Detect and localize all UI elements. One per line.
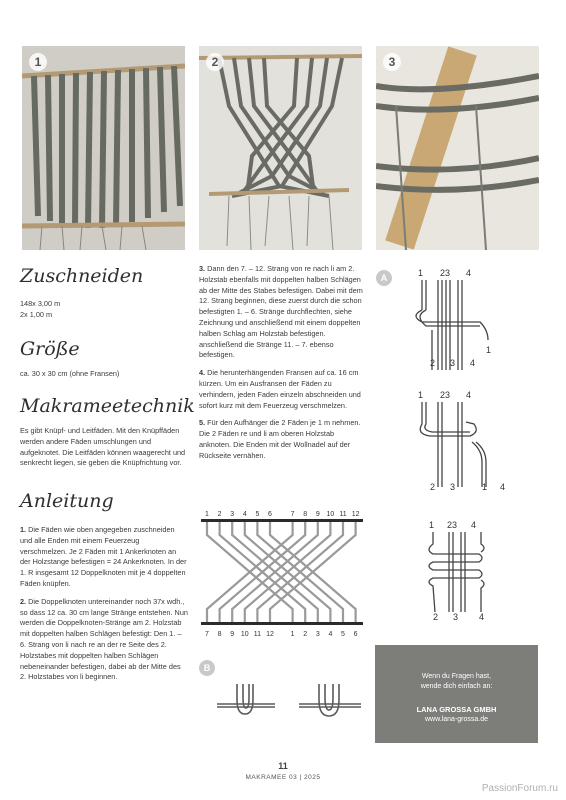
diagram-bottom-number: 3 [315,631,320,638]
step-4-text: Die herunterhängenden Fransen auf ca. 16 cm kürzen. Um ein Ausfransen der Fäden zu verhindern, jeden Faden einzeln abschneiden und sofort kurz mit dem Feuerzeug verschmelzen. [199,368,361,410]
diagram-top-number: 6 [268,511,272,518]
contact-url[interactable]: www.lana-grossa.de [424,716,489,723]
anleitung-text [20,525,188,690]
step-2-number: 2. [20,596,27,606]
k1-top-4: 4 [466,268,472,278]
k1-bottom-4: 4 [470,358,476,368]
contact-company: LANA GROSSA GMBH [416,705,497,714]
photo-1 [22,46,185,250]
diagram-bottom-number: 2 [303,631,308,638]
k3-top-23: 23 [447,520,458,530]
k1-top-23: 23 [440,268,451,278]
heading-groesse: Größe [20,338,80,360]
knot-diagram-1 [400,268,510,378]
k1-bottom-3: 3 [450,358,456,368]
photo-number: 2 [206,53,224,71]
k1-bottom-2: 2 [430,358,436,368]
diagram-top-number: 3 [230,511,235,518]
heading-zuschneiden: Zuschneiden [20,265,144,287]
step-5-number: 5. [199,418,206,428]
k2-top-23: 23 [440,390,451,400]
contact-box [375,645,538,743]
step-4 [199,368,363,411]
diagram-cord [220,522,306,622]
diagram-top-number: 2 [217,511,222,518]
step-3-number: 3. [199,264,206,273]
diagram-top-number: 12 [351,511,360,518]
diagram-bottom-number: 1 [290,631,295,638]
diagram-bottom-number: 10 [240,631,249,638]
label-a: A [376,270,392,286]
diagram-cord [257,522,343,622]
diagram-top-number: 9 [315,511,320,518]
diagram-top-number: 10 [326,511,335,518]
diagram-cord [270,522,356,622]
diagram-top-number: 7 [290,511,295,518]
diagram-top-number: 11 [339,511,347,518]
heading-makrameetechnik: Makrameetechnik [20,395,195,417]
photo-3 [376,46,539,250]
k3-bottom-2: 2 [433,612,439,622]
diagram-bottom-number: 9 [230,631,235,638]
step-5-text: Für den Aufhänger die 2 Fäden je 1 m nehmen. Die 2 Fäden re und li am oberen Holzstab anknoten. Die Enden mit der Wollnadel auf der Rückseite vernähen. [199,418,361,460]
label-b: B [199,660,215,676]
diagram-cord [232,522,318,622]
diagram-bottom-number: 4 [328,631,333,638]
k2-bottom-1: 1 [482,482,488,492]
diagram-top-number: 5 [255,511,260,518]
braiding-diagram [197,505,367,645]
k2-top-1: 1 [418,390,424,400]
knot-diagram-2 [400,390,515,500]
photo-2 [199,46,362,250]
diagram-bottom-number: 8 [217,631,222,638]
groesse-text: ca. 30 x 30 cm (ohne Fransen) [20,369,120,378]
makrameetechnik-text: Es gibt Knüpf- und Leitfäden. Mit den Knüpffäden werden andere Fäden umschlungen und aufgeknotet. Die Leitfäden können waagerecht und senkrecht liegen, sie geben die Knüpfrichtung vor. [20,426,186,468]
k2-bottom-4: 4 [500,482,506,492]
contact-line-1: Wenn du Fragen hast, [421,673,492,680]
diagram-cord [245,522,331,622]
diagram-cord [207,522,293,622]
diagram-bottom-number: 5 [341,631,345,638]
k3-bottom-4: 4 [479,612,485,622]
photo-number: 3 [383,53,401,71]
photo-number: 1 [29,53,47,71]
watermark: PassionForum.ru [481,783,558,794]
issue-line: MAKRAMEE 03 | 2025 [245,774,321,781]
diagram-top-number: 4 [242,511,247,518]
step-2-text: Die Doppelknoten untereinander noch 37x wdh., so dass 12 ca. 30 cm lange Stränge entstehen. Nun werden die Doppelknoten-Stränge am 2. Holzstab mit doppelten halben Schlägen befestigt: Den 1. – 6. Strang von li nach re an der re Seite des 2. Holzstabes mit doppelten halben Schlägen nebeneinander befestigen, dabei ab der Mitte des 2. Holzstabes von li beginnen. [20,596,188,682]
diagram-top-number: 8 [303,511,308,518]
cut-line-1: 148x 3,00 m [20,299,61,308]
k3-bottom-3: 3 [453,612,459,622]
page-number: 11 [278,761,288,771]
diagram-top-number: 1 [205,511,209,518]
k2-bottom-3: 3 [450,482,456,492]
step-1-number: 1. [20,525,27,534]
step-3 [199,264,363,361]
k2-top-4: 4 [466,390,472,400]
step-4-number: 4. [199,368,206,378]
step-5 [199,418,363,461]
knot-diagram-b [215,680,365,720]
k2-bottom-2: 2 [430,482,436,492]
middle-text [199,264,363,469]
step-1-text: Die Fäden wie oben angegeben zuschneiden und alle Enden mit einem Feuerzeug verschmelzen. Je 2 Fäden mit 1 Ankerknoten an der Holzstange befestigen = 24 Ankerknoten. In der 1. R insgesamt 12 Doppelknoten mit je 4 doppelten Fäden knüpfen. [20,525,187,588]
k1-top-1: 1 [418,268,424,278]
step-2 [20,597,188,683]
contact-line-2: wende dich einfach an: [420,683,493,690]
cut-line-2: 2x 1,00 m [20,309,53,319]
knot-diagram-3 [415,520,515,630]
zuschneiden-text [20,299,180,321]
k3-top-1: 1 [429,520,435,530]
diagram-bottom-number: 7 [205,631,209,638]
step-3-text: Dann den 7. – 12. Strang von re nach li am 2. Holzstab ebenfalls mit doppelten halben Schlägen ab der Mitte des Stabes befestigen. Dabei mit dem 12. Strang beginnen, diese zuerst durch die schon befestigten 1. – 6. Stränge durchflechten, siehe Zeichnung und anschließend mit einem doppelten halben Schlag am Holzstab befestigen. anschließend die Stränge 11. – 7. ebenso befestigen. [199,264,363,360]
heading-anleitung: Anleitung [20,490,114,512]
k3-top-4: 4 [471,520,477,530]
diagram-bottom-number: 6 [353,631,358,638]
step-1 [20,525,188,590]
diagram-bottom-number: 12 [266,631,274,638]
k1-side: 1 [486,345,492,355]
diagram-bottom-number: 11 [253,631,262,638]
